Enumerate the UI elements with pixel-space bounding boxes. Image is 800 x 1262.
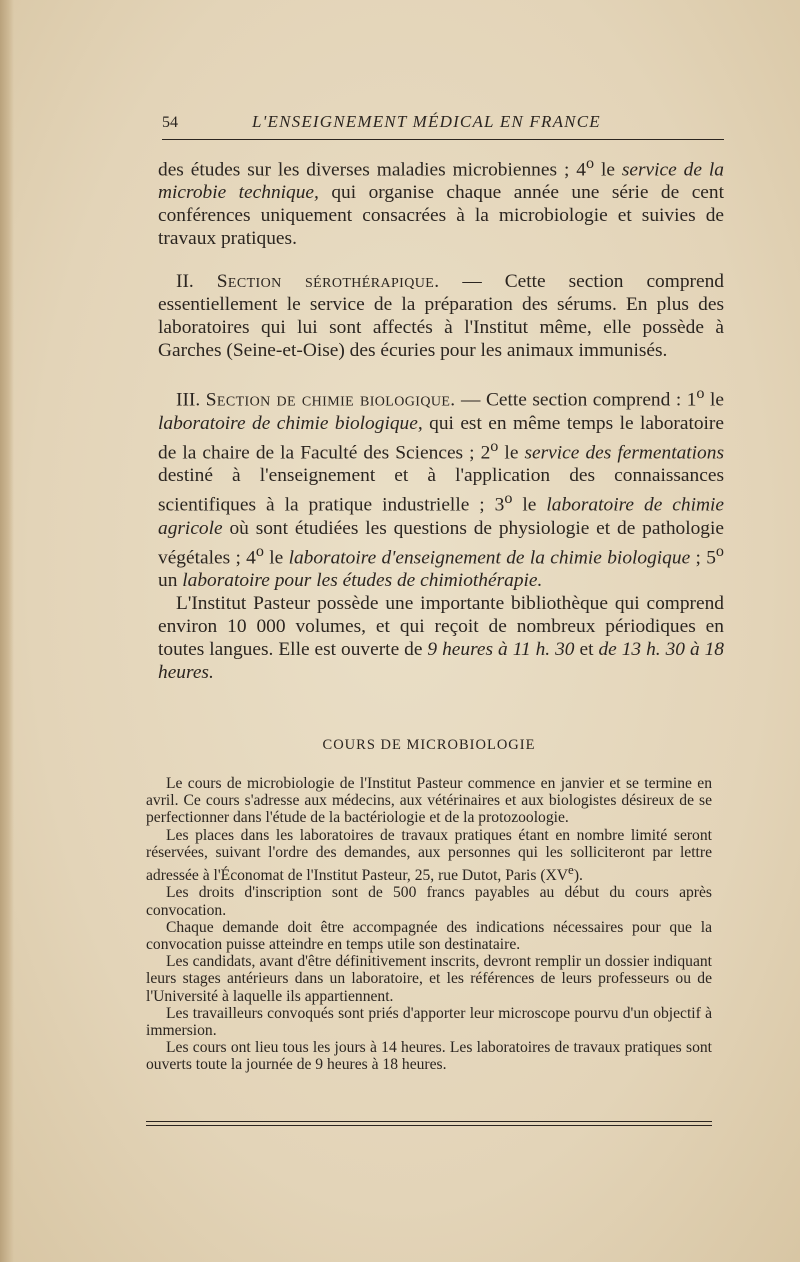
section-title: Section de chimie biologique. [205,389,456,411]
bottom-rule [146,1125,712,1126]
page-header [162,112,724,136]
paragraph-section-chimie-biologique: III. Section de chimie biologique. — Cette section comprend : 1$^o$ le laboratoire de chimie biologique, qui est en même temps le laboratoire de la chaire de la Faculté des Sciences ; 2$^o$ le service des fermentations destiné à l'enseignement et à l'application des connaissances scientifiques à la pratique industrielle ; 3$^o$ le laboratoire de chimie agricole où sont étudiées les questions de physiologie et de pathologie végétales ; 4$^o$ le laboratoire d'enseignement de la chimie biologique ; 5$^o$ un laboratoire pour les études de chimiothérapie. [158,385,724,592]
paragraph-section-serotherapique: II. Section sérothérapique. — Cette section comprend essentiellement le service de la préparation des sérums. En plus des laboratoires qui lui sont affectés à l'Institut même, elle possède à Garches (Seine-et-Oise) des écuries pour les animaux immunisés. [158,271,724,362]
course-paragraph: Les cours ont lieu tous les jours à 14 heures. Les laboratoires de travaux pratiques sont ouverts toute la journée de 9 heures à 18 heures. [146,1039,712,1074]
course-paragraph: Les places dans les laboratoires de travaux pratiques étant en nombre limité seront réservées, suivant l'ordre des demandes, aux personnes qui les solliciteront par lettre adressée à l'Économat de l'Institut Pasteur, 25, rue Dutot, Paris (XVe). [146,826,712,885]
page-number: 54 [162,114,178,131]
course-paragraph: Le cours de microbiologie de l'Institut Pasteur commence en janvier et se termine en avril. Ce cours s'adresse aux médecins, aux vétérinaires et aux biologistes désireux de se perfectionner dans l'étude de la bactériologie et de la protozoologie. [146,775,712,827]
header-rule [162,139,724,140]
course-paragraph: Les droits d'inscription sont de 500 francs payables au début du cours après convocation. [146,884,712,919]
page-binding-edge [0,0,14,1262]
section-title: Section sérothérapique. [216,271,440,293]
paragraph-bibliotheque: L'Institut Pasteur possède une importante bibliothèque qui comprend environ 10 000 volumes, et qui reçoit de nombreux périodiques en toutes langues. Elle est ouverte de 9 heures à 11 h. 30 et de 13 h. 30 à 18 heures. [158,593,724,684]
course-heading: COURS DE MICROBIOLOGIE [322,737,536,753]
course-paragraph: Chaque demande doit être accompagnée des indications nécessaires pour que la convocation puisse atteindre en temps utile son destinataire. [146,918,712,954]
course-paragraph: Les travailleurs convoqués sont priés d'apporter leur microscope pourvu d'un objectif à immersion. [146,1004,712,1040]
course-text [146,775,712,1074]
bottom-rule [146,1121,712,1122]
paragraph-microbie-technique: des études sur les diverses maladies microbiennes ; 4$^o$ le service de la microbie technique, qui organise chaque année une série de cent conférences uniquement consacrées à la microbiologie et suivies de travaux pratiques. [158,155,724,250]
main-text [158,152,724,684]
running-title: L'ENSEIGNEMENT MÉDICAL EN FRANCE [252,112,601,131]
course-paragraph: Les candidats, avant d'être définitivement inscrits, devront remplir un dossier indiquant leurs stages antérieurs dans un laboratoire, et les références de leurs professeurs ou de l'Université à laquelle ils appartiennent. [146,953,712,1005]
